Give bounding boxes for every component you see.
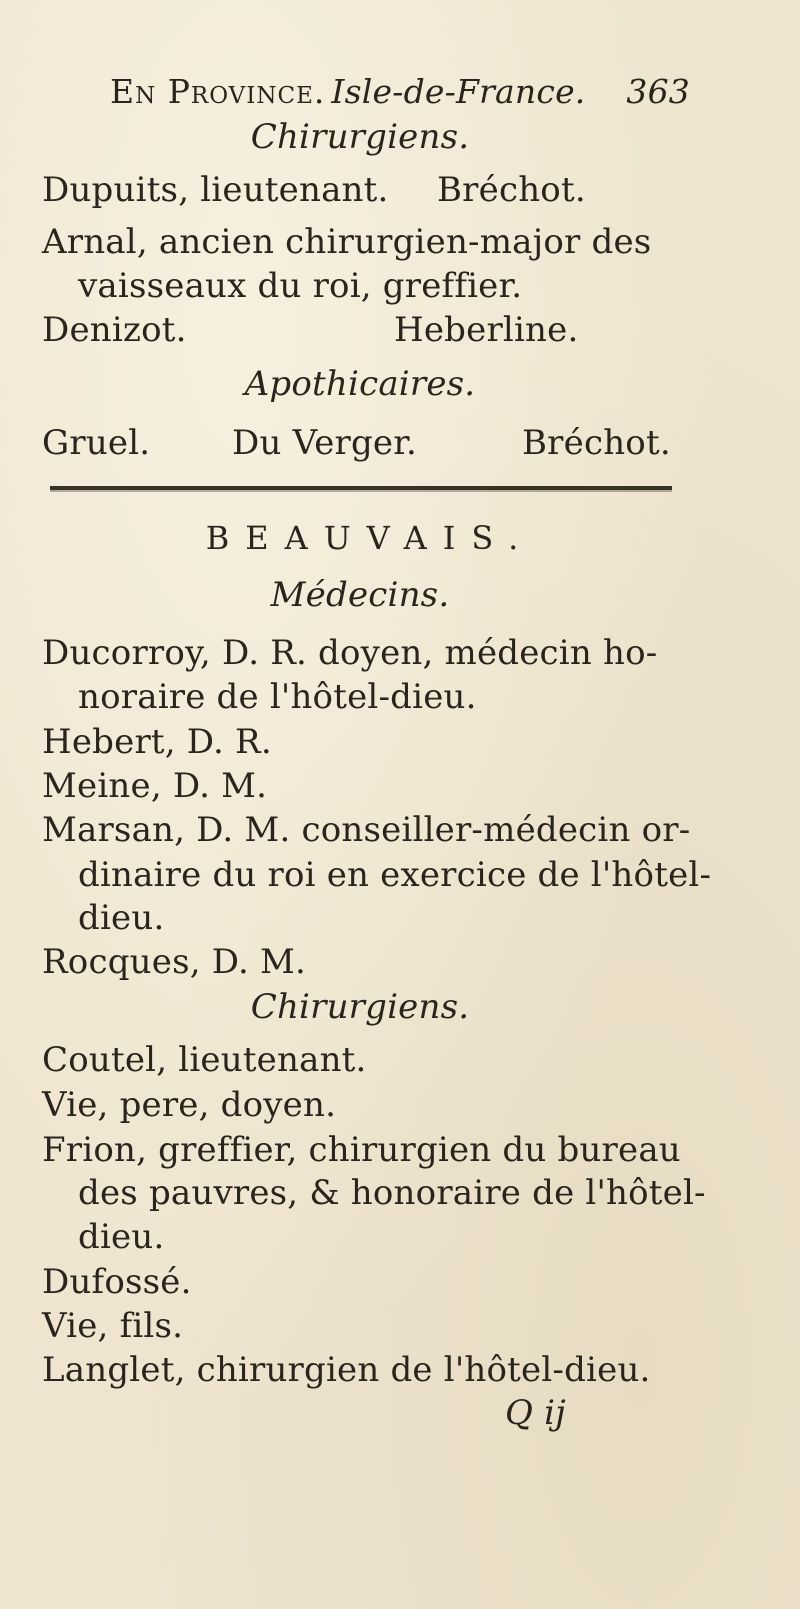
chirurgien-line: Langlet, chirurgien de l'hôtel-dieu. — [42, 1350, 651, 1390]
apothicaire-brechot: Bréchot. — [522, 423, 671, 463]
chirurgien-line: Frion, greffier, chirurgien du bureau — [42, 1130, 681, 1170]
chirurgien-line: Vie, pere, doyen. — [42, 1085, 337, 1125]
running-place: Isle-de-France. — [331, 72, 586, 111]
chirurgien-line: dieu. — [78, 1217, 165, 1257]
entry-denizot: Denizot. — [42, 310, 187, 350]
medecin-line: Meine, D. M. — [42, 766, 268, 806]
entry-brechot-1: Bréchot. — [437, 170, 586, 210]
section-divider — [50, 486, 672, 490]
entry-arnal: Arnal, ancien chirurgien-major des — [42, 222, 652, 262]
medecin-line: Ducorroy, D. R. doyen, médecin ho- — [42, 633, 658, 673]
medecin-line: Marsan, D. M. conseiller-médecin or- — [42, 810, 691, 850]
medecin-line: noraire de l'hôtel-dieu. — [78, 677, 477, 717]
running-title: En Province. — [110, 72, 326, 111]
chirurgien-line: Vie, fils. — [42, 1306, 184, 1346]
medecin-line: Hebert, D. R. — [42, 722, 272, 762]
heading-chirurgiens-2: Chirurgiens. — [250, 987, 470, 1027]
signature-mark: Q ij — [505, 1393, 566, 1433]
apothicaire-du-verger: Du Verger. — [232, 423, 417, 463]
medecin-line: Rocques, D. M. — [42, 942, 307, 982]
heading-medecins: Médecins. — [270, 575, 450, 615]
entry-heberline: Heberline. — [394, 310, 579, 350]
chirurgien-line: des pauvres, & honoraire de l'hôtel- — [78, 1173, 706, 1213]
chirurgien-line: Dufossé. — [42, 1262, 192, 1302]
running-header — [110, 72, 690, 112]
medecin-line: dieu. — [78, 898, 165, 938]
heading-chirurgiens-1: Chirurgiens. — [250, 117, 470, 157]
city-beauvais: BEAUVAIS. — [205, 519, 535, 557]
heading-apothicaires: Apothicaires. — [244, 364, 476, 404]
entry-arnal-cont: vaisseaux du roi, greffier. — [78, 266, 523, 306]
apothicaire-gruel: Gruel. — [42, 423, 151, 463]
medecin-line: dinaire du roi en exercice de l'hôtel- — [78, 855, 712, 895]
chirurgien-line: Coutel, lieutenant. — [42, 1040, 367, 1080]
entry-dupuits: Dupuits, lieutenant. — [42, 170, 389, 210]
page-number: 363 — [626, 72, 690, 111]
